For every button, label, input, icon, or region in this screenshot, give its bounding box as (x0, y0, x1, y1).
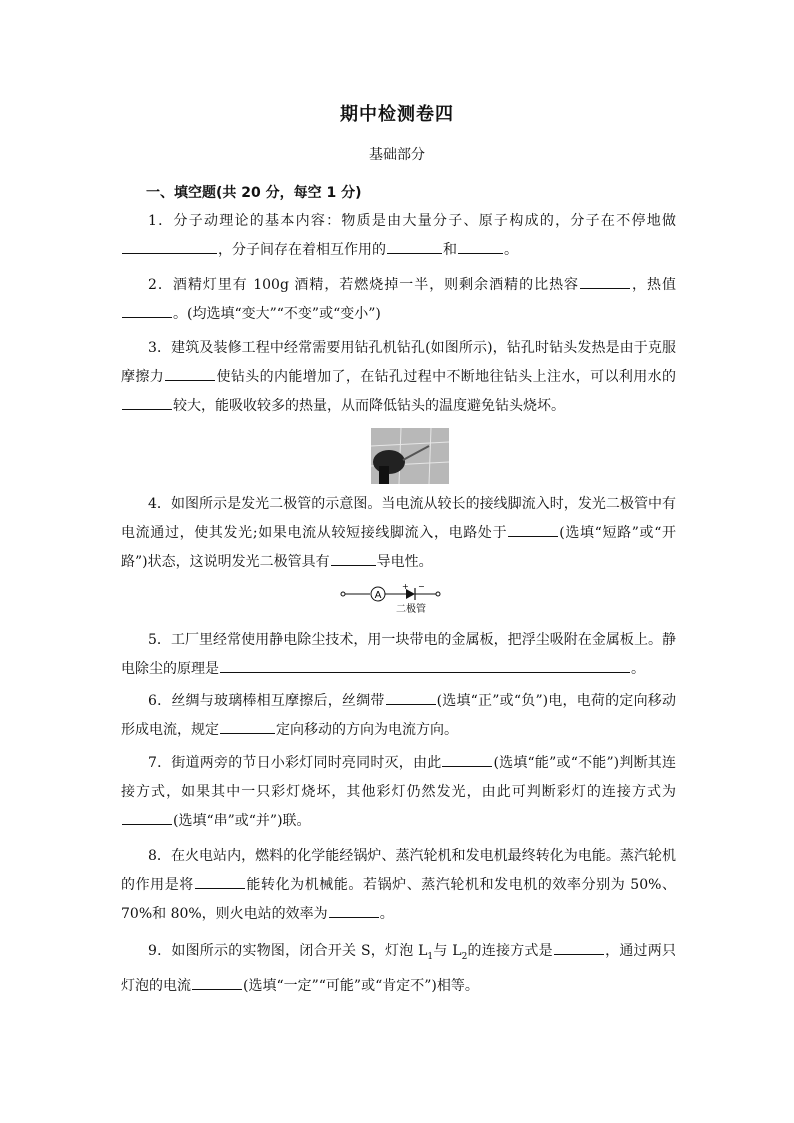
q7-text-b: (选填“能”或“不能”)判断其连接方式，如果其中一只彩灯烧坏，其他彩灯仍然发光，由此可判断彩灯的连接方式为 (121, 755, 677, 800)
terminal-left (341, 592, 345, 596)
diode-diagram (340, 583, 460, 617)
q1-blank-2 (387, 239, 442, 254)
question-4 (121, 490, 676, 577)
q9-text-d: ，通过两只灯泡的电流 (121, 943, 676, 994)
q8-blank-1 (195, 874, 245, 889)
q7-text-c: (选填“串”或“并”)联。 (173, 813, 311, 829)
q7-blank-1 (442, 752, 492, 767)
question-5 (121, 626, 676, 684)
q4-blank-1 (508, 522, 558, 537)
q9-blank-1 (554, 940, 604, 955)
q6-blank-2 (220, 719, 275, 734)
q8-text-b: 能转化为机械能。若锅炉、蒸汽轮机和发电机的效率分别为 50%、70%和 80%，则火电站的效率为 (121, 877, 676, 922)
q5-blank-1 (220, 658, 630, 673)
q2-blank-2 (122, 303, 172, 318)
drill-icon (371, 428, 449, 484)
ammeter-label: A (374, 590, 382, 601)
q2-blank-1 (580, 274, 630, 289)
q9-text-a: 9．如图所示的实物图，闭合开关 S，灯泡 L (148, 943, 428, 959)
question-8 (121, 842, 676, 929)
q6-text-a: 6．丝绸与玻璃棒相互摩擦后，丝绸带 (148, 693, 385, 709)
q7-text-a: 7．街道两旁的节日小彩灯同时亮同时灭，由此 (148, 755, 442, 771)
question-1 (121, 207, 676, 265)
q6-text-b: (选填“正”或“负”)电，电荷的定向移动形成电流，规定 (121, 693, 677, 738)
q4-blank-2 (331, 551, 376, 566)
q7-blank-2 (122, 810, 172, 825)
q4-text-a: 4．如图所示是发光二极管的示意图。当电流从较长的接线脚流入时，发光二极管中有电流通过，使其发光;如果电流从较短接线脚流入，电路处于 (121, 496, 676, 541)
terminal-right (436, 592, 440, 596)
question-6 (121, 687, 676, 745)
diode-plus: + (402, 583, 409, 591)
q4-text-c: 导电性。 (376, 554, 433, 570)
q2-text-a: 2．酒精灯里有 100g 酒精，若燃烧掉一半，则剩余酒精的比热容 (148, 277, 580, 293)
q3-text-b: 使钻头的内能增加了，在钻孔过程中不断地往钻头上注水，可以利用水的 (216, 369, 677, 385)
q9-sub-1: 1 (427, 951, 434, 962)
drill-photo (371, 428, 449, 484)
q1-text-a: 1．分子动理论的基本内容：物质是由大量分子、原子构成的，分子在不停地做 (148, 213, 676, 229)
q1-blank-1 (122, 239, 217, 254)
q6-text-c: 定向移动的方向为电流方向。 (276, 722, 458, 738)
q2-text-b: ，热值 (631, 277, 676, 293)
q4-text-b: (选填“短路”或“开路”)状态，这说明发光二极管具有 (121, 525, 677, 570)
q5-text-b: 。 (631, 661, 645, 677)
q3-text-a: 3．建筑及装修工程中经常需要用钻孔机钻孔(如图所示)，钻孔时钻头发热是由于克服摩擦力 (121, 340, 676, 385)
q8-text-a: 8．在火电站内，燃料的化学能经锅炉、蒸汽轮机和发电机最终转化为电能。蒸汽轮机的作用是将 (121, 848, 676, 893)
q8-text-c: 。 (379, 906, 394, 922)
question-2 (121, 271, 676, 329)
q3-text-c: 较大，能吸收较多的热量，从而降低钻头的温度避免钻头烧坏。 (173, 398, 565, 414)
q3-blank-2 (122, 395, 172, 410)
diode-caption: 二极管 (396, 604, 426, 615)
page-subtitle: 基础部分 (369, 147, 425, 163)
q1-text-c: 和 (443, 242, 457, 258)
q1-text-b: ，分子间存在着相互作用的 (218, 242, 386, 258)
question-9 (121, 937, 676, 1001)
q9-blank-2 (192, 975, 242, 990)
page-title: 期中检测卷四 (340, 104, 454, 125)
question-3 (121, 334, 676, 421)
q5-text-a: 5．工厂里经常使用静电除尘技术，用一块带电的金属板，把浮尘吸附在金属板上。静电除尘的原理是 (121, 632, 676, 677)
q9-text-c: 的连接方式是 (467, 943, 553, 959)
q8-blank-2 (329, 903, 379, 918)
q9-sub-2: 2 (461, 951, 468, 962)
q9-text-e: (选填“一定”“可能”或“肯定不”)相等。 (243, 977, 479, 994)
diode-minus: − (418, 583, 425, 591)
q3-blank-1 (165, 366, 215, 381)
q9-text-b: 与 L (433, 943, 462, 959)
section-heading: 一、填空题(共 20 分，每空 1 分) (146, 185, 362, 201)
q1-text-d: 。 (504, 242, 518, 258)
q1-blank-3 (458, 239, 503, 254)
question-7 (121, 749, 676, 836)
q6-blank-1 (386, 690, 436, 705)
q2-text-c: 。(均选填“变大”“不变”或“变小”) (173, 306, 381, 322)
